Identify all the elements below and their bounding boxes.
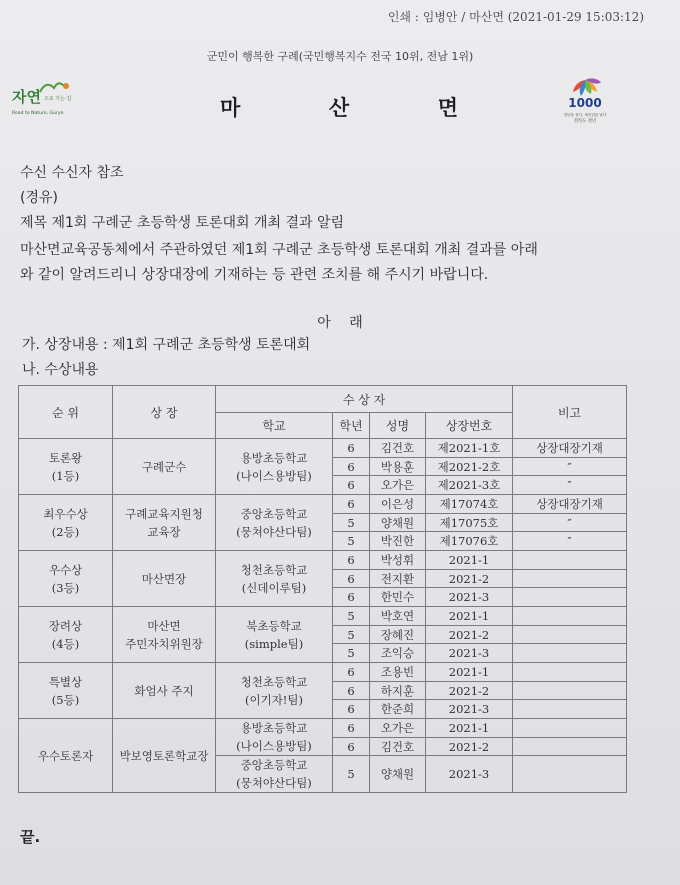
award-cell-line: 마산면 <box>147 618 181 633</box>
rank-cell-line: 최우수상 <box>43 506 88 521</box>
header-grade: 학년 <box>333 413 370 439</box>
school-cell-line: 용방초등학교 <box>240 721 308 735</box>
rank-cell-line: 장려상 <box>48 618 83 633</box>
rank-cell-line: 우수상 <box>48 562 83 577</box>
grade-cell: 6 <box>333 495 370 514</box>
award-cell-line: 구례교육지원청 <box>125 506 203 521</box>
grade-cell: 6 <box>333 570 370 588</box>
note-cell: ″ <box>513 532 627 551</box>
table-row <box>19 719 627 738</box>
cert-no-cell: 2021-3 <box>426 700 513 719</box>
table-row <box>19 663 627 682</box>
cert-no-cell: 2021-2 <box>426 738 513 756</box>
name-cell: 하지훈 <box>370 682 426 700</box>
logo-right-sub2: 전라도 천년 <box>573 119 597 124</box>
table-row <box>19 439 627 458</box>
award-cell-line: 박보영토론학교장 <box>119 748 209 763</box>
grade-cell: 5 <box>333 532 370 551</box>
rank-cell <box>19 663 113 719</box>
school-cell-line: (나이스용방팀) <box>236 468 312 483</box>
slogan: 군민이 행복한 구례(국민행복지수 전국 10위, 전남 1위) <box>206 50 474 63</box>
grade-cell: 5 <box>333 514 370 532</box>
table-row <box>19 551 627 570</box>
header-name: 성명 <box>370 413 426 439</box>
logo-right-number: 1000 <box>568 96 602 110</box>
header-award: 상 장 <box>113 386 216 439</box>
org-title <box>220 92 460 122</box>
name-cell: 한준희 <box>370 700 426 719</box>
award-cell-line: 마산면장 <box>141 571 187 586</box>
end-mark: 끝. <box>20 828 41 846</box>
logo-left-main: 자연 <box>12 88 41 106</box>
cert-no-cell: 2021-3 <box>426 588 513 607</box>
rank-cell-line: 특별상 <box>48 674 83 689</box>
cert-no-cell: 2021-1 <box>426 551 513 570</box>
grade-cell: 5 <box>333 626 370 644</box>
cert-no-cell: 2021-1 <box>426 607 513 626</box>
name-cell: 오가은 <box>370 719 426 738</box>
awards-table-body <box>19 439 627 793</box>
name-cell: 장혜진 <box>370 626 426 644</box>
cert-no-cell: 제2021-2호 <box>426 458 513 476</box>
award-cell-line: 교육장 <box>147 524 181 539</box>
grade-cell: 6 <box>333 700 370 719</box>
name-cell: 오가은 <box>370 476 426 495</box>
table-row <box>19 495 627 514</box>
school-cell-line: 용방초등학교 <box>240 450 308 465</box>
cert-no-cell: 2021-2 <box>426 626 513 644</box>
gurye-nature-logo <box>10 78 88 122</box>
name-cell: 김건호 <box>370 738 426 756</box>
header-cert-no: 상장번호 <box>426 413 513 439</box>
name-cell: 박성휘 <box>370 551 426 570</box>
note-cell <box>513 738 627 756</box>
grade-cell: 6 <box>333 551 370 570</box>
rank-cell-line: (4등) <box>51 636 80 651</box>
name-cell: 전지환 <box>370 570 426 588</box>
rank-cell <box>19 551 113 607</box>
school-cell-line: 중앙초등학교 <box>240 758 308 772</box>
grade-cell: 6 <box>333 682 370 700</box>
center-heading: 아 래 <box>317 315 363 331</box>
rank-cell-line: (2등) <box>51 524 80 539</box>
note-cell: 상장대장기재 <box>513 495 627 514</box>
school-cell-line: (신데이루팀) <box>241 580 307 595</box>
rank-cell <box>19 719 113 793</box>
note-cell <box>513 644 627 663</box>
header-rank: 순 위 <box>19 386 113 439</box>
note-cell <box>513 682 627 700</box>
grade-cell: 6 <box>333 458 370 476</box>
via-line: (경유) <box>20 190 58 206</box>
award-cell <box>113 607 216 663</box>
cert-no-cell: 2021-2 <box>426 682 513 700</box>
award-cell <box>113 551 216 607</box>
note-cell: ″ <box>513 514 627 532</box>
school-cell-line: (뭉쳐야산다팀) <box>236 776 312 790</box>
body-line-2: 와 같이 알려드리니 상장대장에 기재하는 등 관련 조치를 해 주시기 바랍니다. <box>20 267 489 283</box>
school-cell <box>216 756 333 793</box>
name-cell: 박호연 <box>370 607 426 626</box>
award-cell <box>113 439 216 495</box>
school-cell-line: 청천초등학교 <box>240 562 308 577</box>
name-cell: 한민수 <box>370 588 426 607</box>
rank-cell-line: 토론왕 <box>48 450 83 465</box>
note-cell <box>513 607 627 626</box>
cert-no-cell: 2021-1 <box>426 663 513 682</box>
note-cell <box>513 700 627 719</box>
body-paragraph <box>20 238 645 288</box>
school-cell-line: (simple팀) <box>244 636 304 651</box>
grade-cell: 5 <box>333 607 370 626</box>
rank-cell <box>19 607 113 663</box>
grade-cell: 6 <box>333 719 370 738</box>
school-cell <box>216 719 333 756</box>
rank-cell <box>19 439 113 495</box>
header-awardees: 수 상 자 <box>216 386 513 413</box>
award-cell-line: 화엄사 주지 <box>134 683 194 698</box>
cert-no-cell: 2021-3 <box>426 756 513 793</box>
school-cell-line: (나이스용방팀) <box>236 739 312 753</box>
school-cell <box>216 495 333 551</box>
recipient-line: 수신 수신자 참조 <box>20 165 124 181</box>
school-cell <box>216 551 333 607</box>
school-cell-line: 중앙초등학교 <box>240 506 308 521</box>
school-cell <box>216 663 333 719</box>
org-title-char: 마 <box>220 96 243 120</box>
award-cell <box>113 495 216 551</box>
cert-no-cell: 2021-3 <box>426 644 513 663</box>
rank-cell-line: (1등) <box>51 468 80 483</box>
cert-no-cell: 2021-2 <box>426 570 513 588</box>
header-note: 비고 <box>513 386 627 439</box>
grade-cell: 6 <box>333 588 370 607</box>
note-cell <box>513 551 627 570</box>
rank-cell-line: (5등) <box>51 692 80 707</box>
grade-cell: 6 <box>333 663 370 682</box>
logo-right-sub1: 천년을 품다, 새천년을 날다 <box>563 113 607 117</box>
note-cell <box>513 719 627 738</box>
award-cell-line: 주민자치위원장 <box>125 636 203 651</box>
org-title-char: 산 <box>328 96 352 120</box>
cert-no-cell: 제17074호 <box>426 495 513 514</box>
school-cell <box>216 439 333 495</box>
cert-no-cell: 제17076호 <box>426 532 513 551</box>
note-cell <box>513 626 627 644</box>
name-cell: 이은성 <box>370 495 426 514</box>
note-cell: 상장대장기재 <box>513 439 627 458</box>
subject-line: 제목 제1회 구례군 초등학생 토론대회 개최 결과 알림 <box>20 215 345 231</box>
name-cell: 박진한 <box>370 532 426 551</box>
print-stamp: 인쇄 : 임병안 / 마산면 (2021-01-29 15:03:12) <box>387 10 644 24</box>
name-cell: 양채원 <box>370 514 426 532</box>
grade-cell: 6 <box>333 738 370 756</box>
rank-cell <box>19 495 113 551</box>
award-cell <box>113 719 216 793</box>
rank-cell-line: (3등) <box>51 580 80 595</box>
note-cell <box>513 588 627 607</box>
body-line-1: 마산면교육공동체에서 주관하였던 제1회 구례군 초등학생 토론대회 개최 결과를 아래 <box>20 242 538 258</box>
grade-cell: 6 <box>333 439 370 458</box>
school-cell-line: 북초등학교 <box>246 618 302 633</box>
cert-no-cell: 제17075호 <box>426 514 513 532</box>
grade-cell: 6 <box>333 476 370 495</box>
cert-no-cell: 제2021-1호 <box>426 439 513 458</box>
name-cell: 조익승 <box>370 644 426 663</box>
header-school: 학교 <box>216 413 333 439</box>
grade-cell: 5 <box>333 756 370 793</box>
rank-cell-line: 우수토론자 <box>37 748 94 763</box>
name-cell: 김건호 <box>370 439 426 458</box>
cert-no-cell: 2021-1 <box>426 719 513 738</box>
note-cell: ″ <box>513 458 627 476</box>
table-row <box>19 607 627 626</box>
note-cell <box>513 663 627 682</box>
school-cell <box>216 607 333 663</box>
org-title-char: 면 <box>437 96 460 120</box>
award-cell-line: 구례군수 <box>141 459 187 474</box>
school-cell-line: 청천초등학교 <box>240 674 308 689</box>
logo-left-small: 으로 가는 길 <box>44 96 72 102</box>
jeolla-1000-logo <box>560 74 610 126</box>
item-a-award-content: 가. 상장내용 : 제1회 구례군 초등학생 토론대회 <box>22 337 311 353</box>
school-cell-line: (뭉쳐야산다팀) <box>236 524 312 539</box>
school-cell-line: (이기자!팀) <box>244 692 304 707</box>
note-cell: ″ <box>513 476 627 495</box>
name-cell: 박용훈 <box>370 458 426 476</box>
name-cell: 양채원 <box>370 756 426 793</box>
name-cell: 조용빈 <box>370 663 426 682</box>
award-cell <box>113 663 216 719</box>
logo-left-sub: Road to Nature, Gurye <box>12 111 64 116</box>
item-b-award-details: 나. 수상내용 <box>22 362 99 378</box>
grade-cell: 5 <box>333 644 370 663</box>
cert-no-cell: 제2021-3호 <box>426 476 513 495</box>
awards-table <box>18 385 627 793</box>
note-cell <box>513 756 627 793</box>
note-cell <box>513 570 627 588</box>
